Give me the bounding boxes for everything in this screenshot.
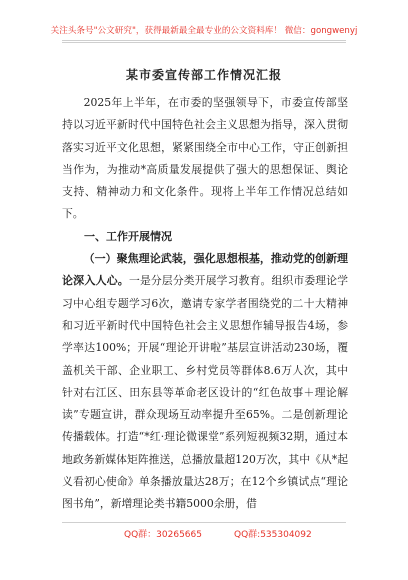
subsection-body: 一是分层分类开展学习教育。组织市委理论学习中心组专题学习6次，邀请专家学者围绕党的二十大精神和习近平新时代中国特色社会主义思想作辅导报告4场，参学率达100%；开展“理论开讲啦”基层宣讲活动230场，覆盖机关干部、企业职工、乡村党员等群体8.6万人次，其中针对右江区、田东县等革命老区设计的“红色故事＋理论解读”专题宣讲，群众现场互动率提升至65%。二是创新理论传播载体。打造“*红·理论微课堂”系列短视频32期，通过本地政务新媒体矩阵推送，总播放量超120万次，其中《从*起义看初心使命》单条播放量达28万；在12个乡镇试点“理论图书角”，新增理论类书籍5000余册，借 — [62, 274, 349, 511]
document-body — [62, 92, 348, 516]
subsection-paragraph — [62, 248, 348, 516]
subsection-heading: （一）聚焦理论武装，强化思想根基，推动党的创新理论深入人心。 — [62, 252, 348, 288]
footer-qq-group-1: QQ群：30265665 — [124, 530, 202, 540]
footer-divider — [62, 522, 346, 523]
intro-paragraph: 2025年上半年，在市委的坚强领导下，市委宣传部坚持以习近平新时代中国特色社会主义思想为指导，深入贯彻落实习近平文化思想，紧紧围绕全市中心工作，守正创新担当作为，为推动*高质量发展提供了强大的思想保证、舆论支持、精神动力和文化条件。现将上半年工作情况总结如下。 — [62, 96, 348, 221]
header-divider-secondary — [62, 42, 346, 43]
document-title: 某市委宣传部工作情况汇报 — [125, 68, 282, 82]
page-header-banner: 关注头条号"公文研究"，获得最新最全最专业的公文资料库！ 微信：gongwenyj — [50, 26, 358, 36]
section-heading: 一、工作开展情况 — [84, 229, 172, 243]
header-divider — [62, 40, 346, 41]
footer-qq-group-2: QQ群:535304092 — [234, 530, 312, 540]
